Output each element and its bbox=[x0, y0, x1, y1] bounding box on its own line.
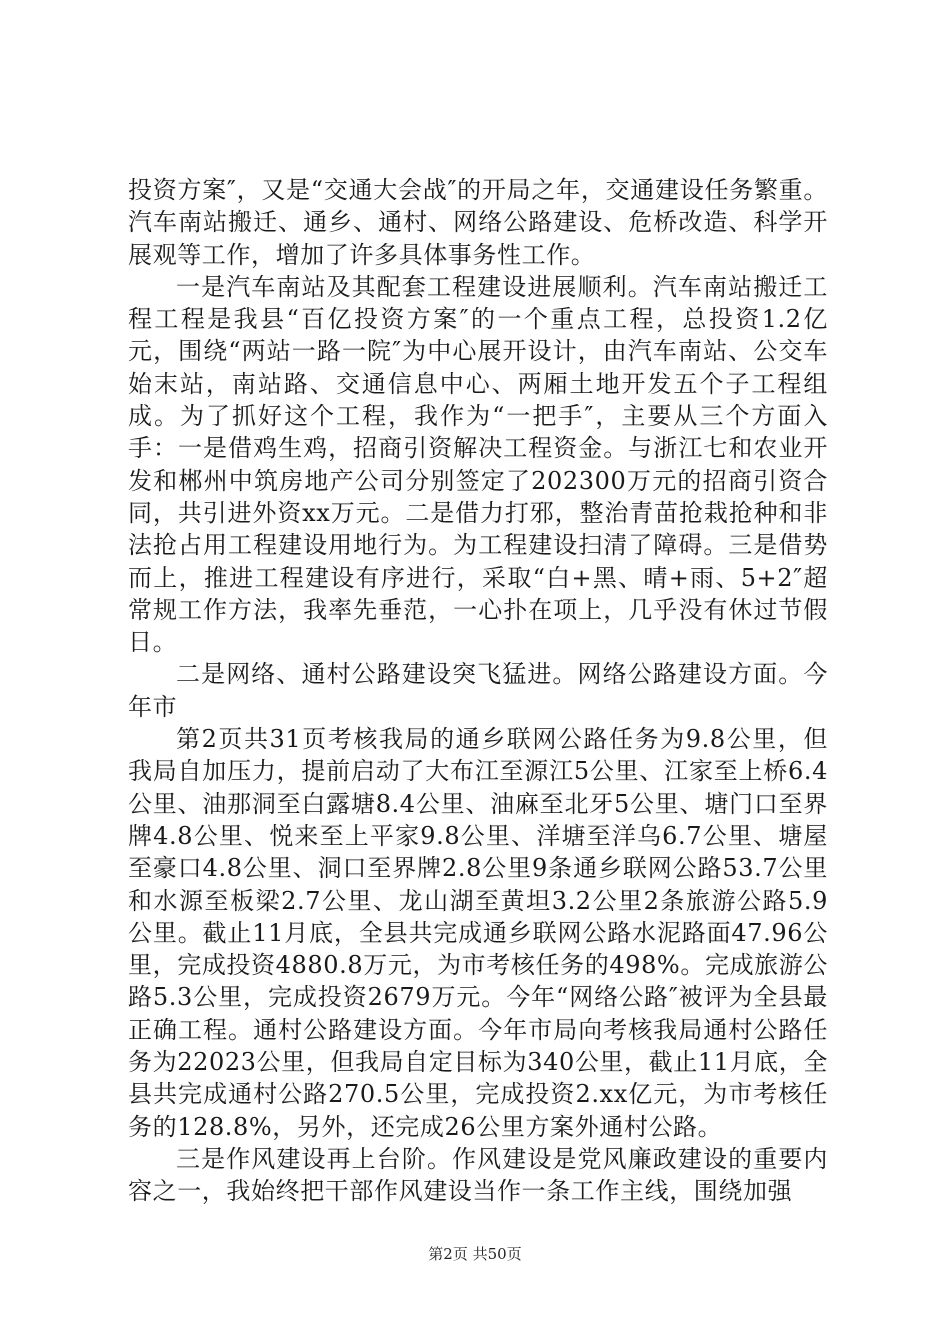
document-body bbox=[128, 174, 828, 1208]
paragraph-3: 二是网络、通村公路建设突飞猛进。网络公路建设方面。今年市 bbox=[128, 660, 828, 721]
page-footer: 第2页 共50页 bbox=[428, 1245, 522, 1263]
paragraph-2: 一是汽车南站及其配套工程建设进展顺利。汽车南站搬迁工程工程是我县“百亿投资方案″的一个重点工程，总投资1.2亿元，围绕“两站一路一院″为中心展开设计，由汽车南站、公交车始末站，南站路、交通信息中心、两厢土地开发五个子工程组成。为了抓好这个工程，我作为“一把手″，主要从三个方面入手：一是借鸡生鸡，招商引资解决工程资金。与浙江七和农业开发和郴州中筑房地产公司分别签定了202300万元的招商引资合同，共引进外资xx万元。二是借力打邪，整治青苗抢栽抢种和非法抢占用工程建设用地行为。为工程建设扫清了障碍。三是借势而上，推进工程建设有序进行，采取“白+黑、晴+雨、5+2″超常规工作方法，我率先垂范，一心扑在项上，几乎没有休过节假日。 bbox=[128, 272, 828, 657]
paragraph-1: 投资方案″，又是“交通大会战″的开局之年，交通建设任务繁重。汽车南站搬迁、通乡、通村、网络公路建设、危桥改造、科学开展观等工作，增加了许多具体事务性工作。 bbox=[128, 176, 828, 269]
paragraph-5: 三是作风建设再上台阶。作风建设是党风廉政建设的重要内容之一，我始终把干部作风建设当作一条工作主线，围绕加强 bbox=[128, 1144, 828, 1206]
paragraph-4: 第2页共31页考核我局的通乡联网公路任务为9.8公里，但我局自加压力，提前启动了大布江至源江5公里、江家至上桥6.4公里、油那洞至白露塘8.4公里、油麻至北牙5公里、塘门口至界牌4.8公里、悦来至上平家9.8公里、洋塘至洋乌6.7公里、塘屋至豪口4.8公里、洞口至界牌2.8公里9条通乡联网公路53.7公里和水源至板梁2.7公里、龙山湖至黄坦3.2公里2条旅游公路5.9公里。截止11月底，全县共完成通乡联网公路水泥路面47.96公里，完成投资4880.8万元，为市考核任务的498%。完成旅游公路5.3公里，完成投资2679万元。今年“网络公路″被评为全县最正确工程。通村公路建设方面。今年市局向考核我局通村公路任务为22023公里，但我局自定目标为340公里，截止11月底，全县共完成通村公路270.5公里，完成投资2.xx亿元，为市考核任务的128.8%，另外，还完成26公里方案外通村公路。 bbox=[128, 725, 828, 1141]
